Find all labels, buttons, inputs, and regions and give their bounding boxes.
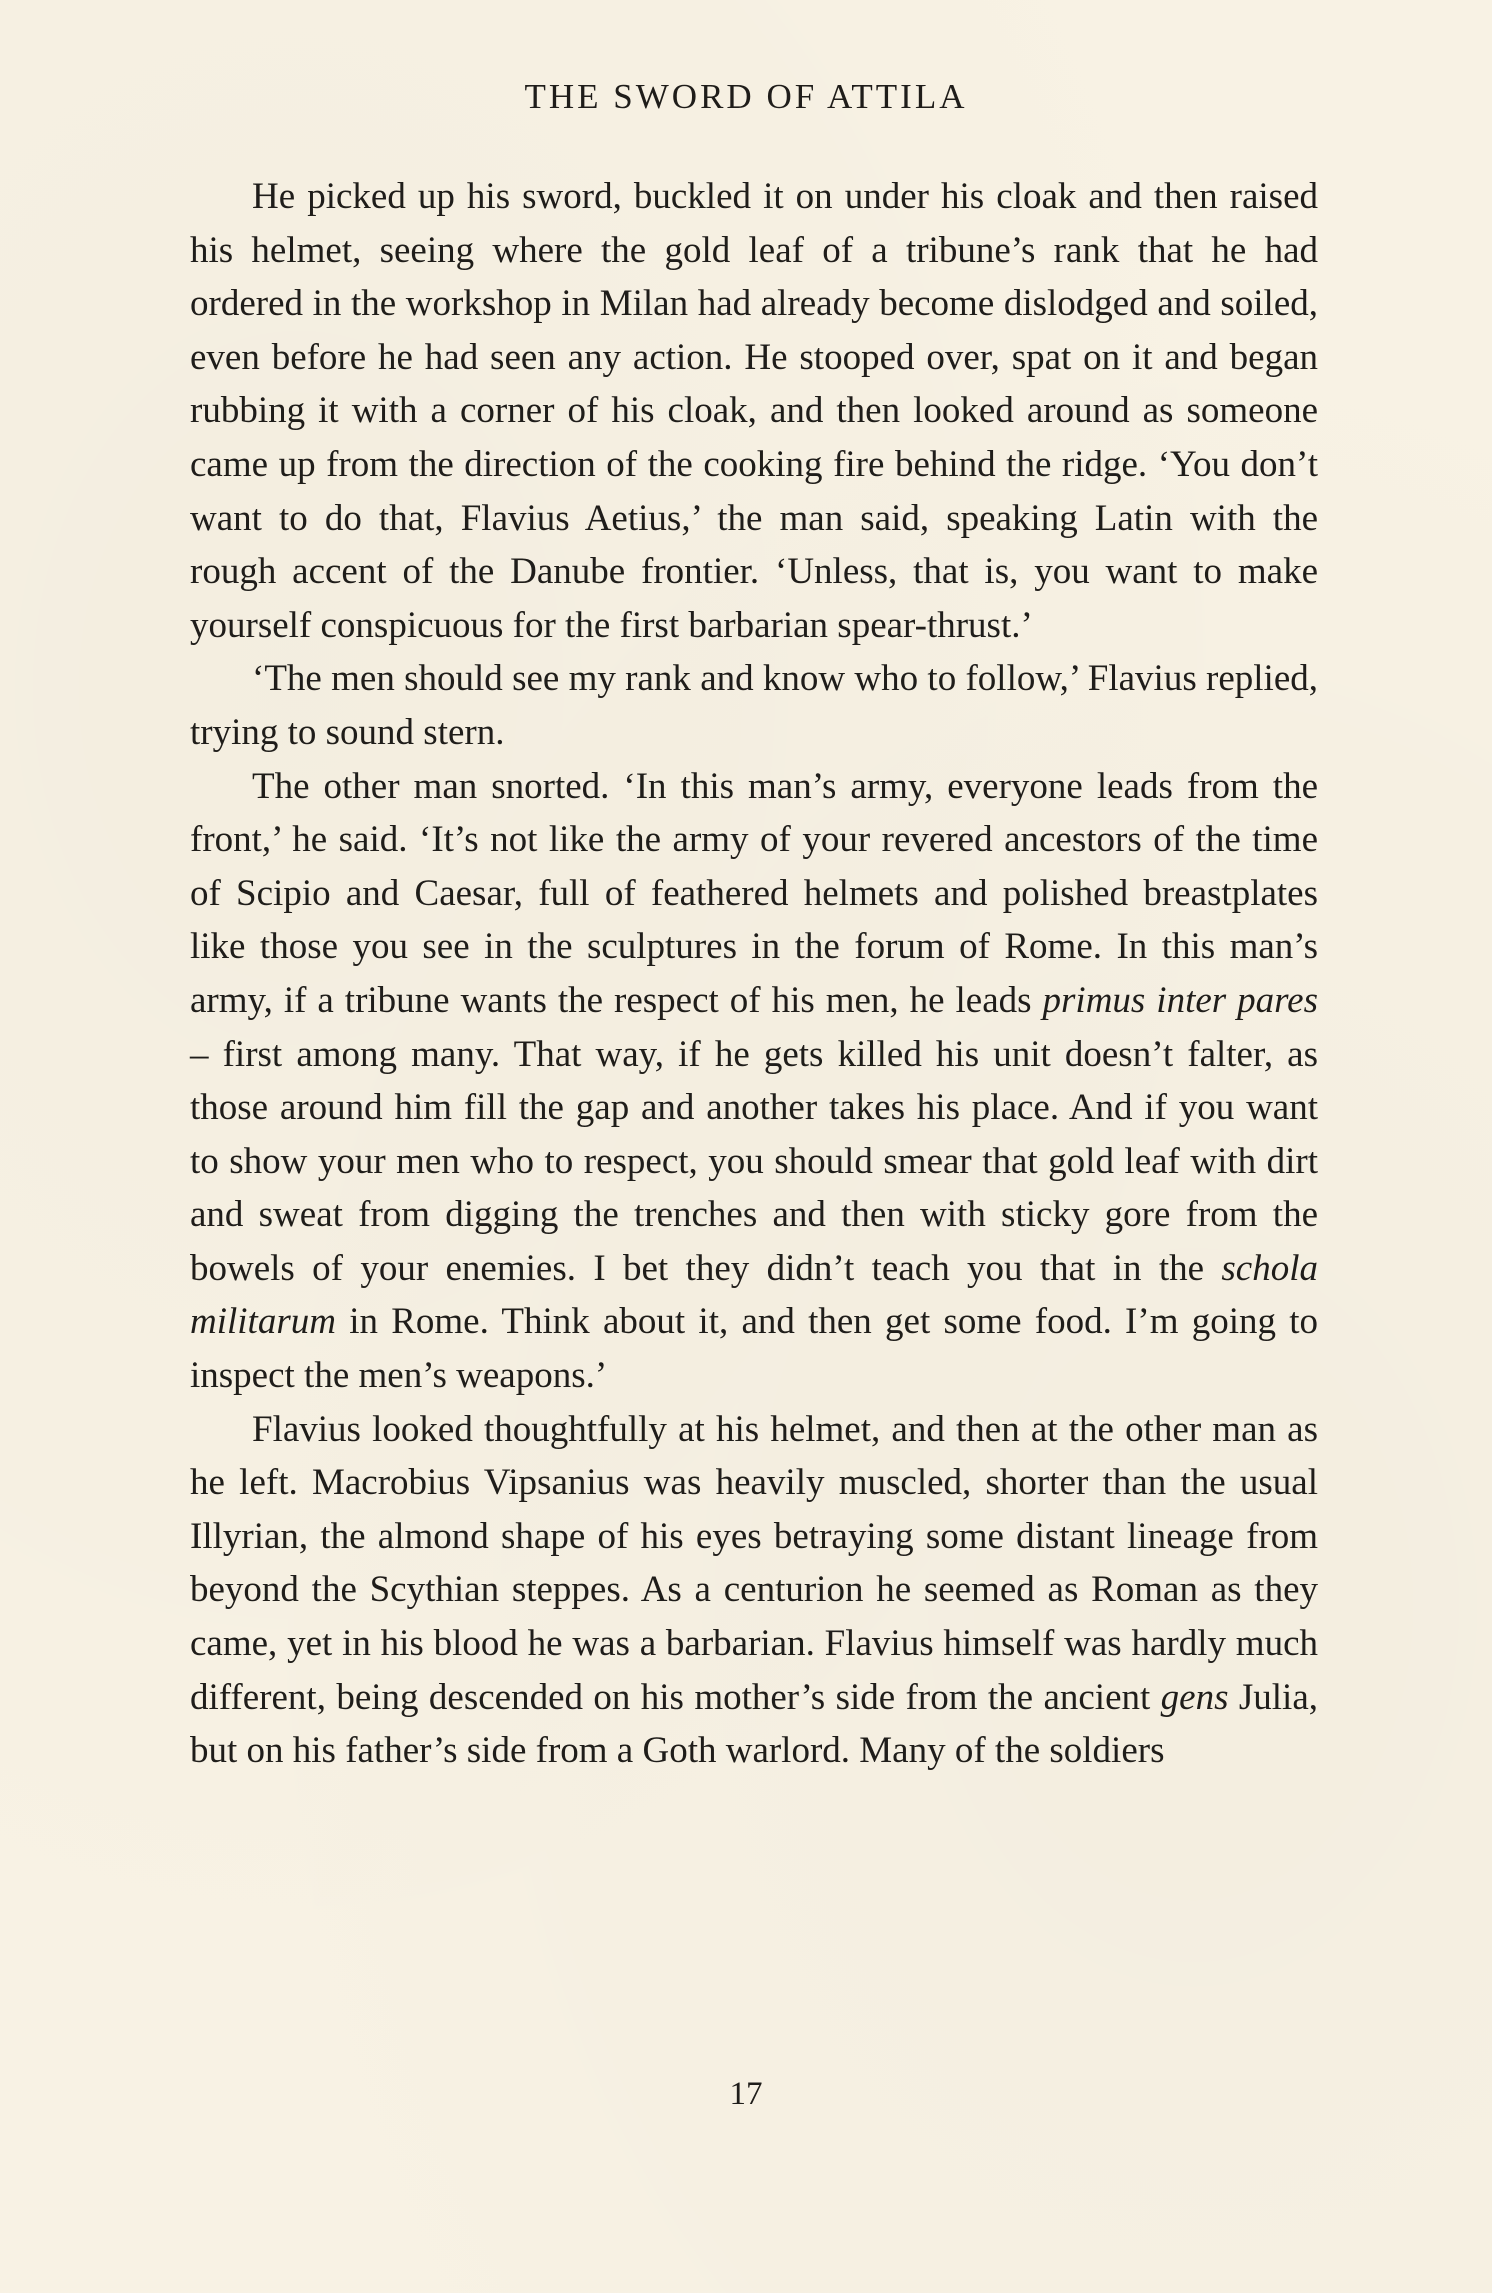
body-text — [190, 170, 1318, 1778]
paragraph-1: He picked up his sword, buckled it on under his cloak and then raised his helmet, seeing where the gold leaf of a tribune’s rank that he had ordered in the workshop in Milan had already become dislodged and soiled, even before he had seen any action. He stooped over, spat on it and began rubbing it with a corner of his cloak, and then looked around as someone came up from the direction of the cooking fire behind the ridge. ‘You don’t want to do that, Flavius Aetius,’ the man said, speaking Latin with the rough accent of the Danube frontier. ‘Unless, that is, you want to make yourself conspicuous for the first barbarian spear-thrust.’ — [190, 176, 1318, 646]
running-head: THE SWORD OF ATTILA — [524, 77, 968, 116]
paragraph-2: ‘The men should see my rank and know who to follow,’ Flavius replied, trying to sound stern. — [190, 658, 1318, 753]
paragraph-4 — [190, 1403, 1318, 1778]
paragraph-3-text-c: in Rome. Think about it, and then get some food. I’m going to inspect the men’s weapons.’ — [190, 1301, 1318, 1397]
paragraph-4-text-a: Flavius looked thoughtfully at his helmet, and then at the other man as he left. Macrobius Vipsanius was heavily muscled, shorter than the usual Illyrian, the almond shape of his eyes betraying some distant lineage from beyond the Scythian steppes. As a centurion he seemed as Roman as they came, yet in his blood he was a barbarian. Flavius himself was hardly much different, being descended on his mother’s side from the ancient — [190, 1408, 1318, 1718]
italic-schola-militarum: schola militarum — [190, 1247, 1318, 1343]
paragraph-3 — [190, 760, 1318, 1403]
paragraph-3-text-a: The other man snorted. ‘In this man’s army, everyone leads from the front,’ he said. ‘It’s not like the army of your revered ancestors of the time of Scipio and Caesar, full of feathered helmets and polished breastplates like those you see in the sculptures in the forum of Rome. In this man’s army, if a tribune wants the respect of his men, he leads — [190, 765, 1318, 1021]
paragraph-4-text-b: Julia, but on his father’s side from a Goth warlord. Many of the soldiers — [190, 1676, 1318, 1772]
italic-primus-inter-pares: primus inter pares — [1042, 979, 1318, 1021]
page-number: 17 — [729, 2076, 763, 2112]
paragraph-3-text-b: – first among many. That way, if he gets killed his unit doesn’t falter, as those around him fill the gap and another takes his place. And if you want to show your men who to respect, you should smear that gold leaf with dirt and sweat from digging the trenches and then with sticky gore from the bowels of your enemies. I bet they didn’t teach you that in the — [190, 1033, 1318, 1289]
italic-gens: gens — [1160, 1676, 1229, 1718]
